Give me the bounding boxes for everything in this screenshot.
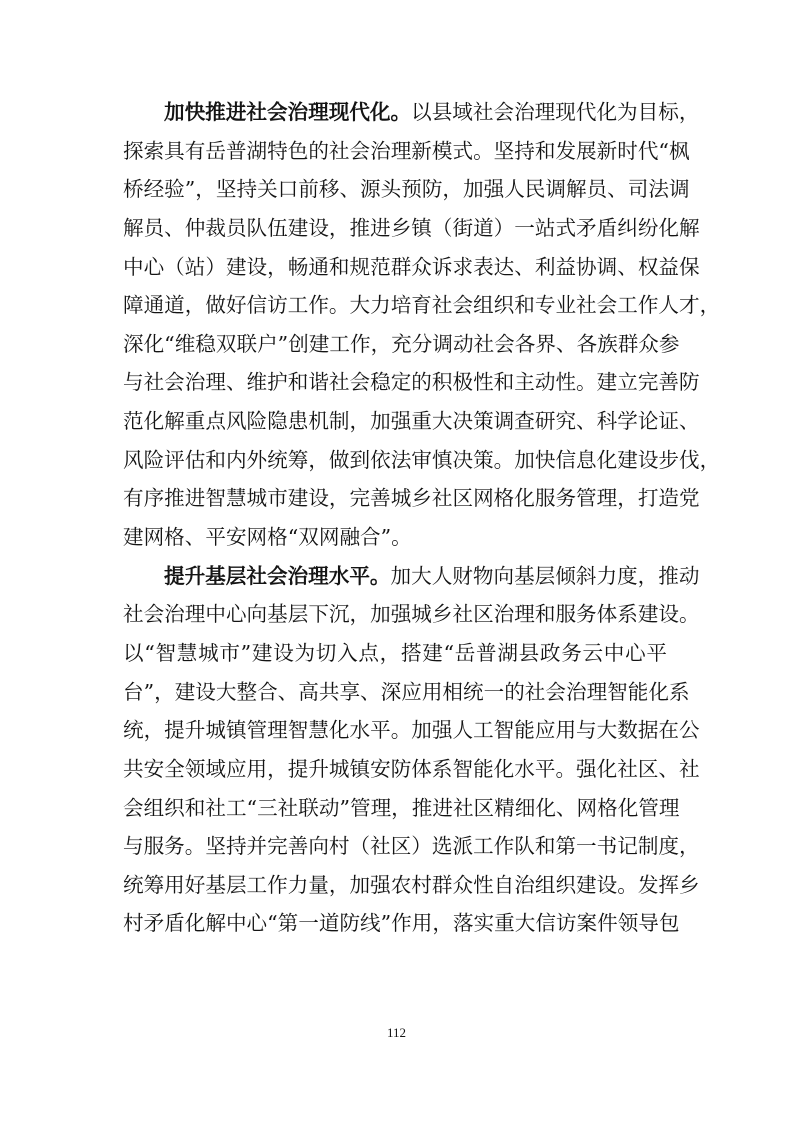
text-line bbox=[123, 750, 700, 789]
line-text: 社会治理中心向基层下沉，加强城乡社区治理和服务体系建设。 bbox=[123, 602, 700, 627]
body-text bbox=[123, 93, 721, 943]
line-text: 加大人财物向基层倾斜力度，推动 bbox=[390, 563, 700, 588]
paragraph bbox=[123, 557, 700, 943]
line-text: 以“智慧城市”建设为切入点，搭建“岳普湖县政务云中心平 bbox=[123, 640, 667, 665]
line-text: 村矛盾化解中心“第一道防线”作用，落实重大信访案件领导包 bbox=[123, 911, 680, 936]
text-line bbox=[123, 673, 690, 712]
line-text: 统，提升城镇管理智慧化水平。加强人工智能应用与大数据在公 bbox=[123, 718, 700, 743]
text-line bbox=[123, 557, 700, 596]
line-text: 台”，建设大整合、高共享、深应用相统一的社会治理智能化系 bbox=[123, 679, 690, 704]
paragraph-lead-heading: 提升基层社会治理水平。 bbox=[164, 563, 391, 588]
text-line bbox=[123, 402, 700, 441]
text-line bbox=[123, 209, 700, 248]
line-text: 桥经验”，坚持关口前移、源头预防，加强人民调解员、司法调 bbox=[123, 177, 690, 202]
line-text: 探索具有岳普湖特色的社会治理新模式。坚持和发展新时代“枫 bbox=[123, 138, 690, 163]
line-text: 有序推进智慧城市建设，完善城乡社区网格化服务管理，打造党 bbox=[123, 486, 700, 511]
line-text: 建网格、平安网格“双网融合”。 bbox=[123, 525, 412, 550]
line-text: 风险评估和内外统筹，做到依法审慎决策。加快信息化建设步伐， bbox=[123, 447, 721, 472]
text-line bbox=[123, 363, 700, 402]
text-line bbox=[123, 789, 680, 828]
line-text: 与服务。坚持并完善向村（社区）选派工作队和第一书记制度， bbox=[123, 834, 700, 859]
line-text: 障通道，做好信访工作。大力培育社会组织和专业社会工作人才， bbox=[123, 293, 721, 318]
line-text: 以县域社会治理现代化为目标， bbox=[411, 100, 700, 124]
text-line bbox=[123, 634, 667, 673]
text-line bbox=[123, 866, 700, 905]
line-text: 统筹用好基层工作力量，加强农村群众性自治组织建设。发挥乡 bbox=[123, 872, 700, 897]
line-text: 与社会治理、维护和谐社会稳定的积极性和主动性。建立完善防 bbox=[123, 370, 700, 395]
text-line bbox=[123, 518, 667, 557]
text-line bbox=[123, 170, 690, 209]
text-line bbox=[123, 904, 680, 943]
text-line bbox=[123, 286, 721, 325]
text-line bbox=[123, 132, 690, 171]
text-line bbox=[123, 325, 680, 364]
text-line bbox=[123, 711, 700, 750]
paragraph bbox=[123, 93, 721, 557]
page-number: 112 bbox=[386, 1025, 407, 1040]
line-text: 范化解重点风险隐患机制，加强重大决策调查研究、科学论证、 bbox=[123, 409, 700, 434]
line-text: 会组织和社工“三社联动”管理，推进社区精细化、网格化管理 bbox=[123, 795, 680, 820]
line-text: 解员、仲裁员队伍建设，推进乡镇（街道）一站式矛盾纠纷化解 bbox=[123, 215, 700, 240]
line-text: 共安全领域应用，提升城镇安防体系智能化水平。强化社区、社 bbox=[123, 756, 700, 781]
text-line bbox=[123, 248, 700, 287]
text-line bbox=[123, 93, 700, 132]
text-line bbox=[123, 595, 700, 634]
text-line bbox=[123, 827, 700, 866]
text-line bbox=[123, 479, 700, 518]
line-text: 中心（站）建设，畅通和规范群众诉求表达、利益协调、权益保 bbox=[123, 254, 700, 279]
line-text: 深化“维稳双联户”创建工作，充分调动社会各界、各族群众参 bbox=[123, 331, 680, 356]
paragraph-lead-heading: 加快推进社会治理现代化。 bbox=[164, 100, 412, 124]
text-line bbox=[123, 441, 721, 480]
